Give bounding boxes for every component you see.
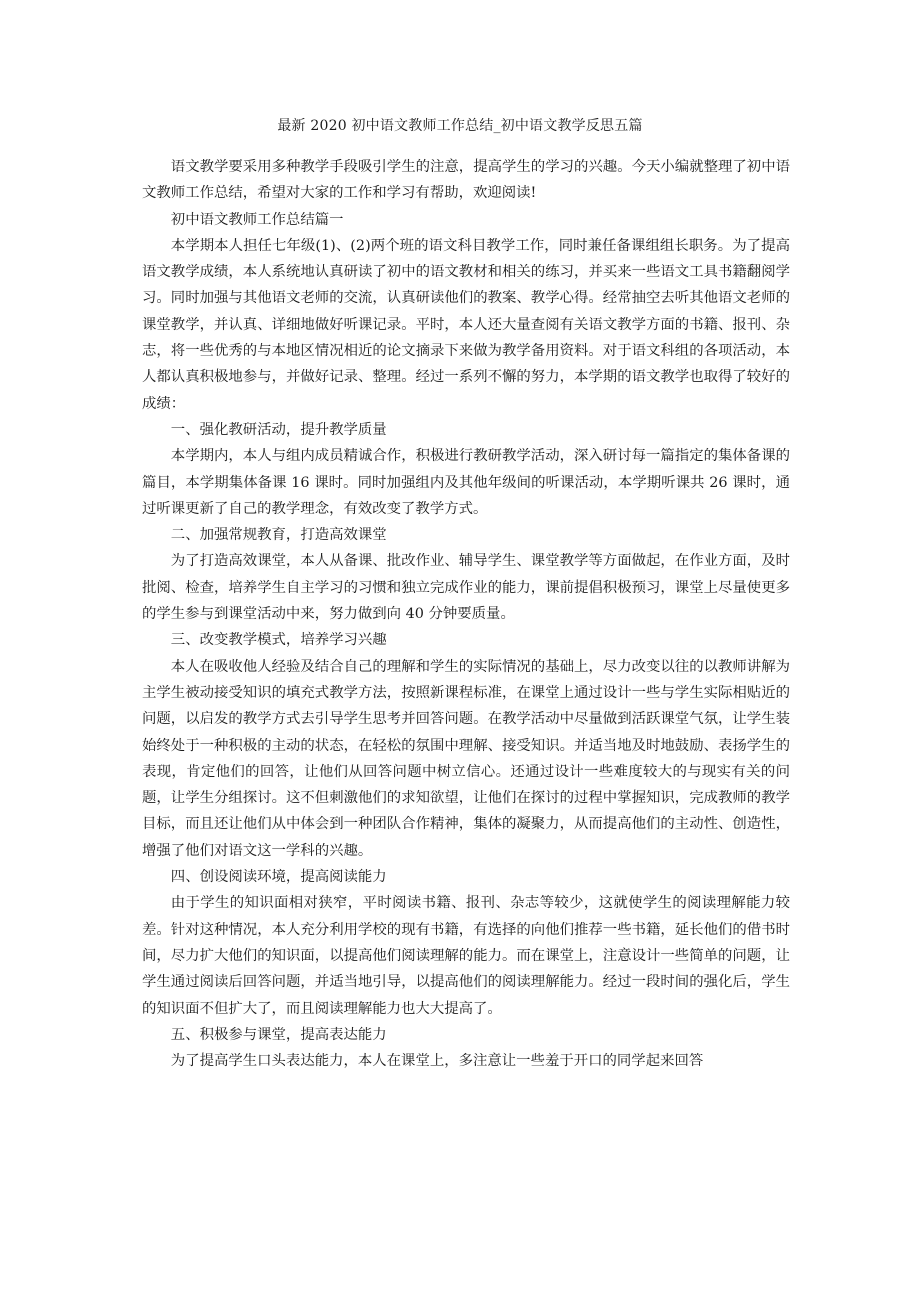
document-body: [142, 154, 790, 1074]
heading-1: 一、强化教研活动，提升教学质量: [170, 421, 387, 438]
section-heading-part-one: 初中语文教师工作总结篇一: [170, 211, 344, 228]
document-title: 最新 2020 初中语文教师工作总结_初中语文教学反思五篇: [277, 118, 643, 134]
paragraph-2: 为了打造高效课堂，本人从备课、批改作业、辅导学生、课堂教学等方面做起，在作业方面，及时批阅、检查，培养学生自主学习的习惯和独立完成作业的能力，课前提倡积极预习，课堂上尽量使更多的学生参与到课堂活动中来，努力做到向 40 分钟要质量。: [142, 553, 790, 623]
heading-5: 五、积极参与课堂，提高表达能力: [170, 1026, 387, 1043]
heading-4: 四、创设阅读环境，提高阅读能力: [170, 869, 387, 886]
intro-paragraph: 语文教学要采用多种教学手段吸引学生的注意，提高学生的学习的兴趣。今天小编就整理了初中语文教师工作总结，希望对大家的工作和学习有帮助，欢迎阅读!: [142, 159, 790, 202]
paragraph-4: 由于学生的知识面相对狭窄，平时阅读书籍、报刊、杂志等较少，这就使学生的阅读理解能力较差。针对这种情况，本人充分利用学校的现有书籍，有选择的向他们推荐一些书籍，延长他们的借书时间，尽力扩大他们的知识面，以提高他们阅读理解的能力。而在课堂上，注意设计一些简单的问题，让学生通过阅读后回答问题，并适当地引导，以提高他们的阅读理解能力。经过一段时间的强化后，学生的知识面不但扩大了，而且阅读理解能力也大大提高了。: [142, 895, 790, 1017]
paragraph-1: 本学期内，本人与组内成员精诚合作，积极进行教研教学活动，深入研讨每一篇指定的集体备课的篇目，本学期集体备课 16 课时。同时加强组内及其他年级间的听课活动，本学期听课共 26 课时，通过听课更新了自己的教学理念，有效改变了教学方式。: [142, 448, 790, 517]
heading-3: 三、改变教学模式，培养学习兴趣: [170, 632, 387, 649]
paragraph-3: 本人在吸收他人经验及结合自己的理解和学生的实际情况的基础上，尽力改变以往的以教师讲解为主学生被动接受知识的填充式教学方法，按照新课程标准，在课堂上通过设计一些与学生实际相贴近的问题，以启发的教学方式去引导学生思考并回答问题。在教学活动中尽量做到活跃课堂气氛，让学生装始终处于一种积极的主动的状态，在轻松的氛围中理解、接受知识。并适当地及时地鼓励、表扬学生的表现，肯定他们的回答，让他们从回答问题中树立信心。还通过设计一些难度较大的与现实有关的问题，让学生分组探讨。这不但刺激他们的求知欲望，让他们在探讨的过程中掌握知识，完成教师的教学目标，而且还让他们从中体会到一种团队合作精神，集体的凝聚力，从而提高他们的主动性、创造性，增强了他们对语文这一学科的兴趣。: [142, 658, 790, 859]
overview-paragraph: 本学期本人担任七年级(1)、(2)两个班的语文科目教学工作，同时兼任备课组组长职务。为了提高语文教学成绩，本人系统地认真研读了初中的语文教材和相关的练习，并买来一些语文工具书籍翻阅学习。同时加强与其他语文老师的交流，认真研读他们的教案、教学心得。经常抽空去听其他语文老师的课堂教学，并认真、详细地做好听课记录。平时，本人还大量查阅有关语文教学方面的书籍、报刊、杂志，将一些优秀的与本地区情况相近的论文摘录下来做为教学备用资料。对于语文科组的各项活动，本人都认真积极地参与，并做好记录、整理。经过一系列不懈的努力，本学期的语文教学也取得了较好的成绩：: [142, 237, 790, 412]
paragraph-5: 为了提高学生口头表达能力，本人在课堂上，多注意让一些羞于开口的同学起来回答: [170, 1053, 704, 1070]
heading-2: 二、加强常规教育，打造高效课堂: [170, 527, 387, 544]
